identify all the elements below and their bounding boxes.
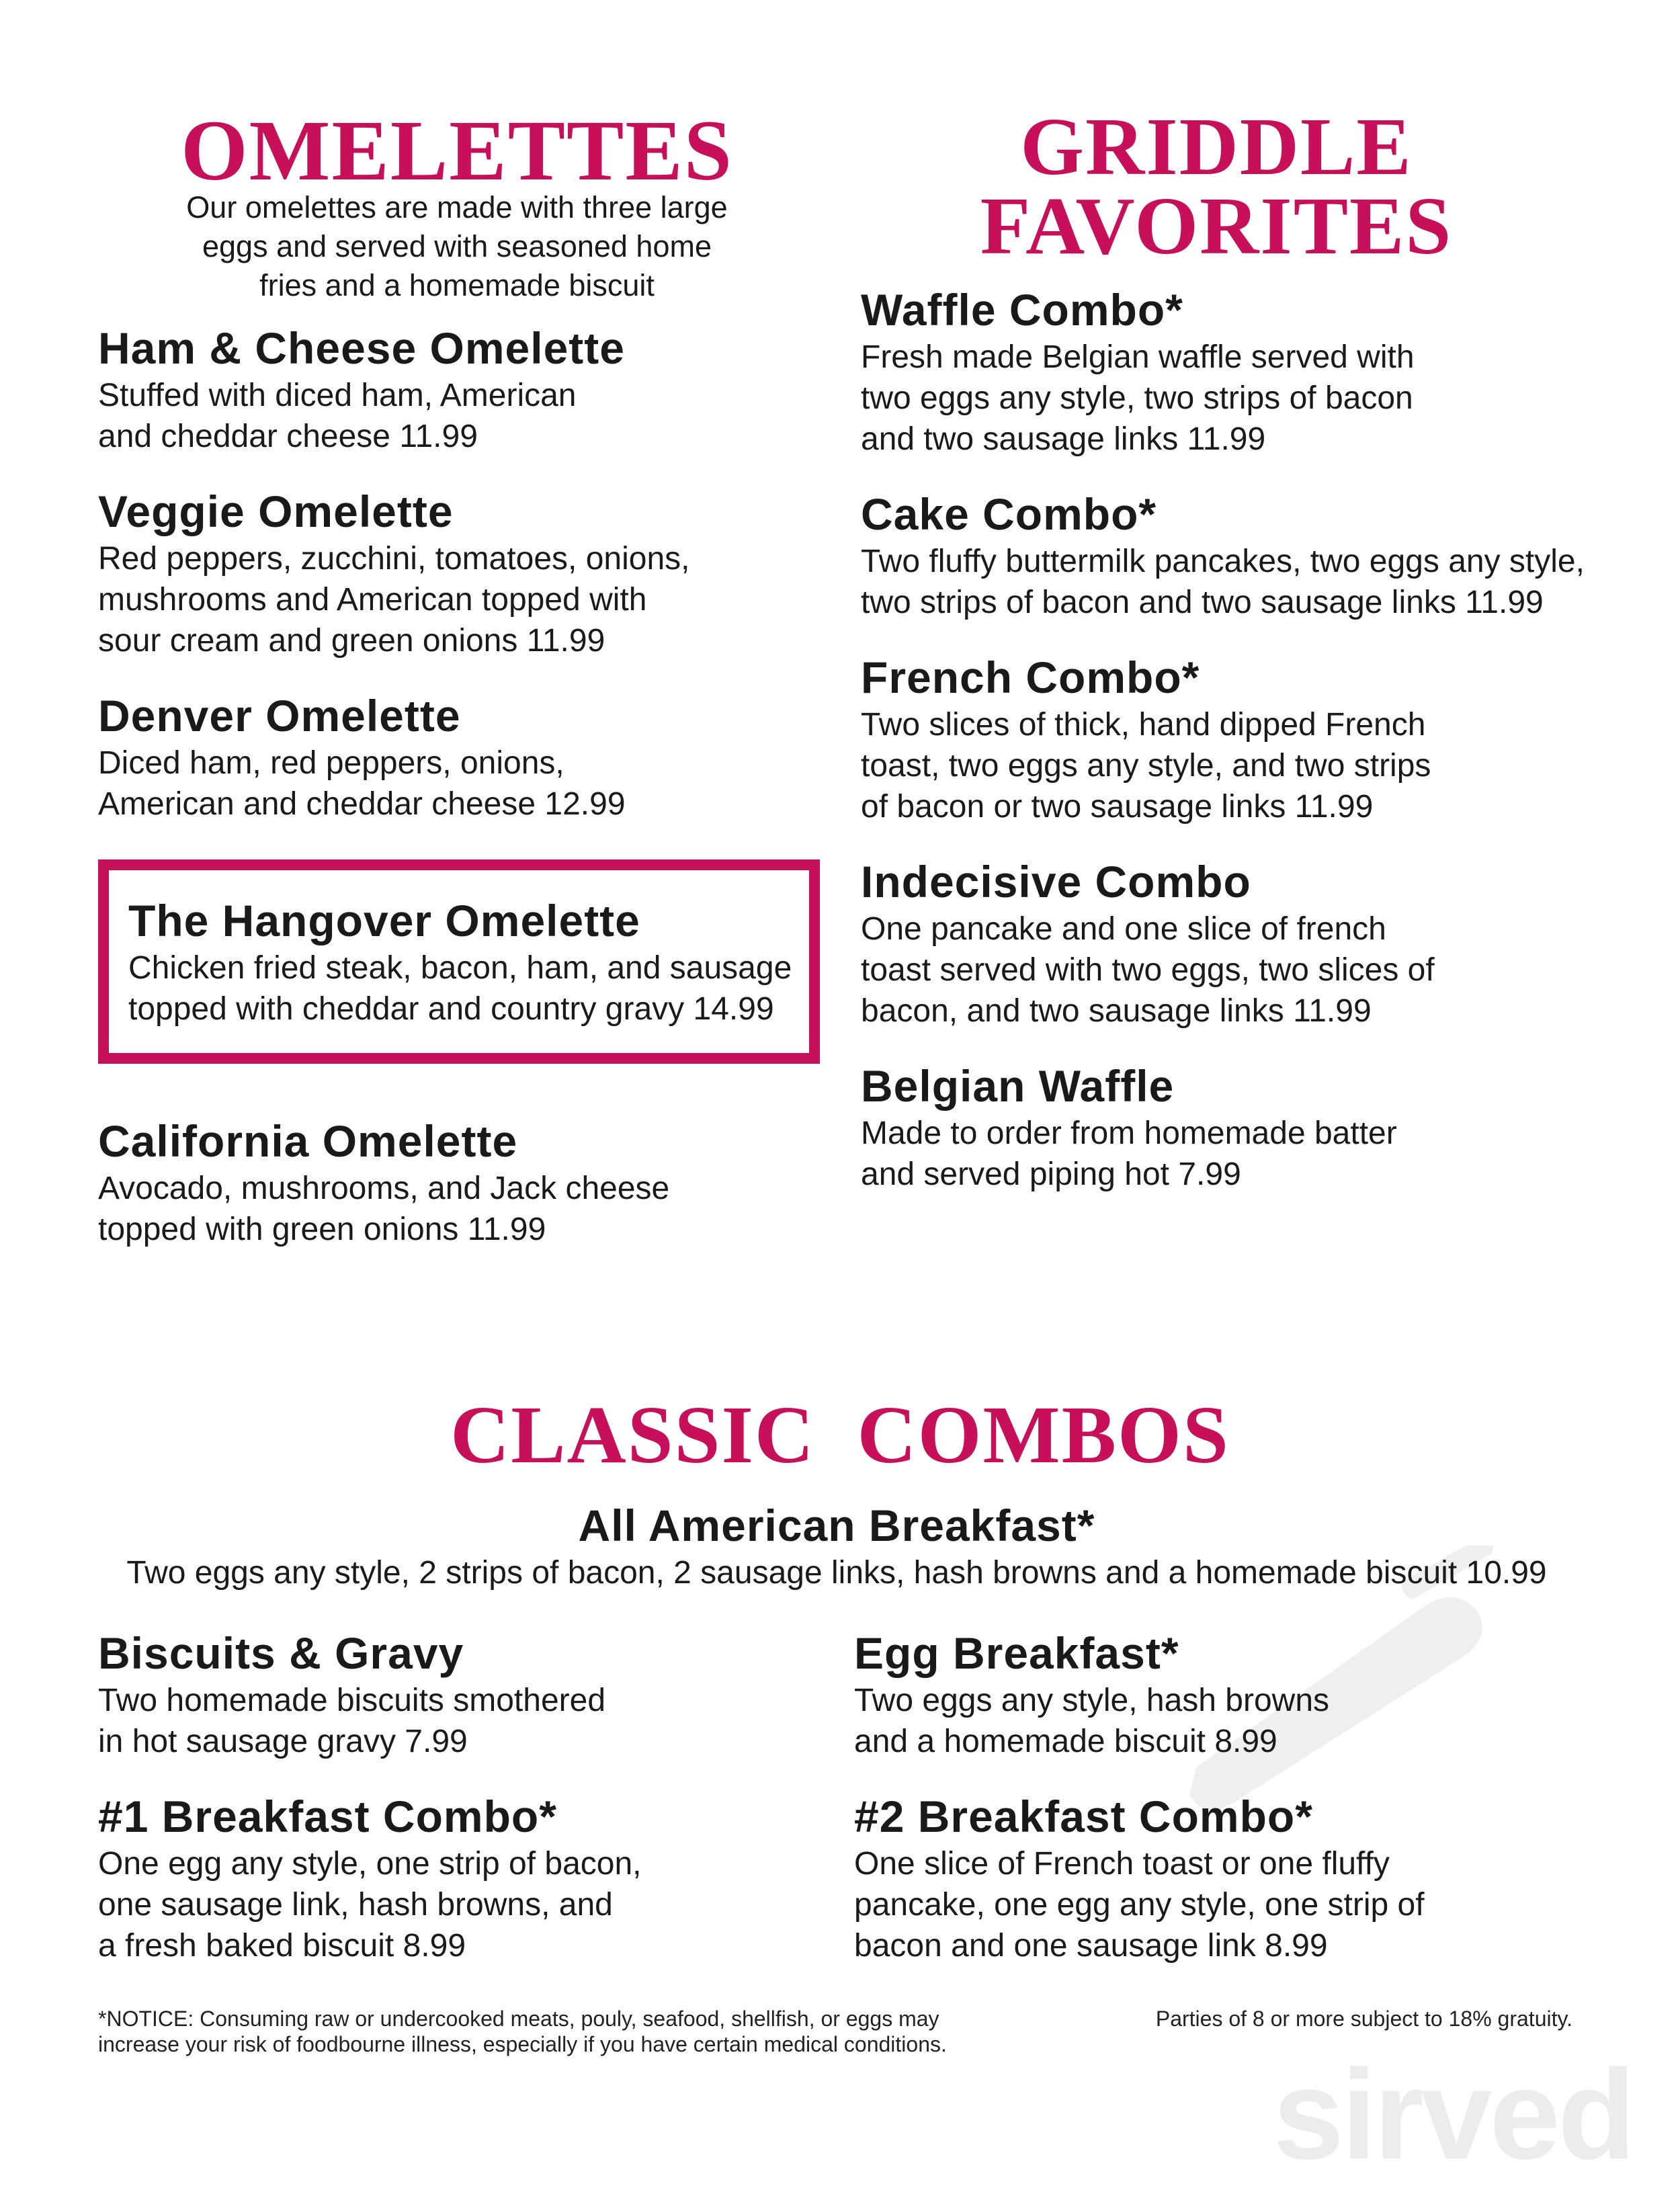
griddle-title-line: FAVORITES	[980, 181, 1453, 271]
item-desc: and a homemade biscuit 8.99	[854, 1724, 1277, 1759]
item-desc: Fresh made Belgian waffle served with	[861, 339, 1415, 375]
item-desc: Made to order from homemade batter	[861, 1116, 1397, 1151]
subtitle-line: Our omelettes are made with three large	[186, 190, 728, 224]
menu-item-california-omelette	[98, 1114, 669, 1250]
item-name: Indecisive Combo	[861, 857, 1251, 907]
item-desc: One slice of French toast or one fluffy	[854, 1846, 1390, 1882]
item-name: All American Breakfast*	[578, 1501, 1095, 1550]
omelettes-heading	[155, 103, 759, 198]
item-desc: Chicken fried steak, bacon, ham, and sausage	[128, 950, 792, 986]
gratuity-notice	[1156, 2006, 1572, 2031]
item-desc: topped with cheddar and country gravy 14.99	[128, 991, 774, 1027]
menu-item-biscuits-gravy	[98, 1626, 605, 1762]
item-desc: toast, two eggs any style, and two strips	[861, 748, 1431, 784]
item-name: The Hangover Omelette	[128, 896, 640, 945]
item-name: Ham & Cheese Omelette	[98, 323, 625, 373]
item-desc: topped with green onions 11.99	[98, 1212, 546, 1247]
omelettes-title: OMELETTES	[181, 103, 733, 198]
item-desc: one sausage link, hash browns, and	[98, 1887, 613, 1923]
menu-item-all-american-breakfast	[67, 1499, 1606, 1593]
menu-item-french-combo	[861, 650, 1431, 827]
item-desc: Two homemade biscuits smothered	[98, 1683, 606, 1718]
item-name: Biscuits & Gravy	[98, 1628, 464, 1678]
menu-item-cake-combo	[861, 487, 1585, 623]
menu-item-belgian-waffle	[861, 1059, 1397, 1195]
item-desc: One egg any style, one strip of bacon,	[98, 1846, 642, 1882]
item-desc: Avocado, mushrooms, and Jack cheese	[98, 1171, 670, 1206]
item-name: #2 Breakfast Combo*	[854, 1792, 1313, 1841]
classic-combos-heading	[302, 1390, 1378, 1480]
menu-item-veggie-omelette	[98, 485, 690, 661]
menu-item-indecisive-combo	[861, 855, 1435, 1032]
griddle-title-line: GRIDDLE	[1020, 101, 1413, 192]
item-desc: a fresh baked biscuit 8.99	[98, 1928, 466, 1964]
item-name: Veggie Omelette	[98, 487, 454, 536]
item-name: Cake Combo*	[861, 489, 1157, 539]
menu-item-egg-breakfast	[854, 1626, 1329, 1762]
item-desc: Two slices of thick, hand dipped French	[861, 707, 1426, 743]
item-desc: in hot sausage gravy 7.99	[98, 1724, 468, 1759]
item-desc: Two eggs any style, hash browns	[854, 1683, 1330, 1718]
item-desc: toast served with two eggs, two slices of	[861, 952, 1435, 988]
item-desc: bacon and one sausage link 8.99	[854, 1928, 1328, 1964]
item-name: French Combo*	[861, 653, 1200, 702]
item-desc: mushrooms and American topped with	[98, 582, 647, 618]
item-name: California Omelette	[98, 1116, 518, 1166]
item-desc: two strips of bacon and two sausage links 11.99	[861, 585, 1544, 620]
item-desc: Stuffed with diced ham, American	[98, 378, 577, 413]
item-desc: American and cheddar cheese 12.99	[98, 786, 626, 822]
subtitle-line: eggs and served with seasoned home	[202, 229, 712, 263]
item-desc: bacon, and two sausage links 11.99	[861, 993, 1372, 1029]
omelettes-subtitle	[155, 188, 759, 305]
classic-combos-title: CLASSIC COMBOS	[450, 1390, 1230, 1480]
watermark: sirved	[1273, 2044, 1633, 2186]
gratuity-text: Parties of 8 or more subject to 18% gratuity.	[1155, 2007, 1572, 2031]
item-desc: of bacon or two sausage links 11.99	[861, 789, 1374, 825]
item-desc: One pancake and one slice of french	[861, 911, 1386, 947]
subtitle-line: fries and a homemade biscuit	[259, 268, 655, 302]
item-desc: and served piping hot 7.99	[861, 1157, 1241, 1192]
notice-line: *NOTICE: Consuming raw or undercooked meats, pouly, seafood, shellfish, or eggs may	[98, 2007, 939, 2031]
menu-item-waffle-combo	[861, 283, 1415, 460]
food-safety-notice	[98, 2006, 947, 2057]
item-desc: and cheddar cheese 11.99	[98, 419, 478, 454]
item-desc: sour cream and green onions 11.99	[98, 623, 605, 659]
item-desc: pancake, one egg any style, one strip of	[854, 1887, 1425, 1923]
menu-item-ham-cheese-omelette	[98, 321, 625, 457]
item-name: Belgian Waffle	[861, 1061, 1175, 1111]
notice-line: increase your risk of foodbourne illness, especially if you have certain medical conditions.	[98, 2032, 947, 2056]
menu-item-2-breakfast-combo	[854, 1790, 1425, 1966]
item-desc: Two eggs any style, 2 strips of bacon, 2 sausage links, hash browns and a homemade biscuit 10.99	[126, 1555, 1547, 1591]
item-desc: two eggs any style, two strips of bacon	[861, 380, 1413, 416]
menu-item-1-breakfast-combo	[98, 1790, 642, 1966]
item-desc: and two sausage links 11.99	[861, 421, 1266, 457]
item-desc: Two fluffy buttermilk pancakes, two eggs any style,	[861, 544, 1585, 579]
menu-item-denver-omelette	[98, 689, 626, 825]
menu-item-hangover-omelette	[128, 894, 792, 1029]
item-name: Waffle Combo*	[861, 285, 1183, 335]
griddle-heading	[900, 101, 1532, 271]
item-name: Denver Omelette	[98, 691, 461, 741]
item-name: #1 Breakfast Combo*	[98, 1792, 557, 1841]
item-name: Egg Breakfast*	[854, 1628, 1179, 1678]
item-desc: Red peppers, zucchini, tomatoes, onions,	[98, 541, 690, 577]
item-desc: Diced ham, red peppers, onions,	[98, 745, 564, 781]
